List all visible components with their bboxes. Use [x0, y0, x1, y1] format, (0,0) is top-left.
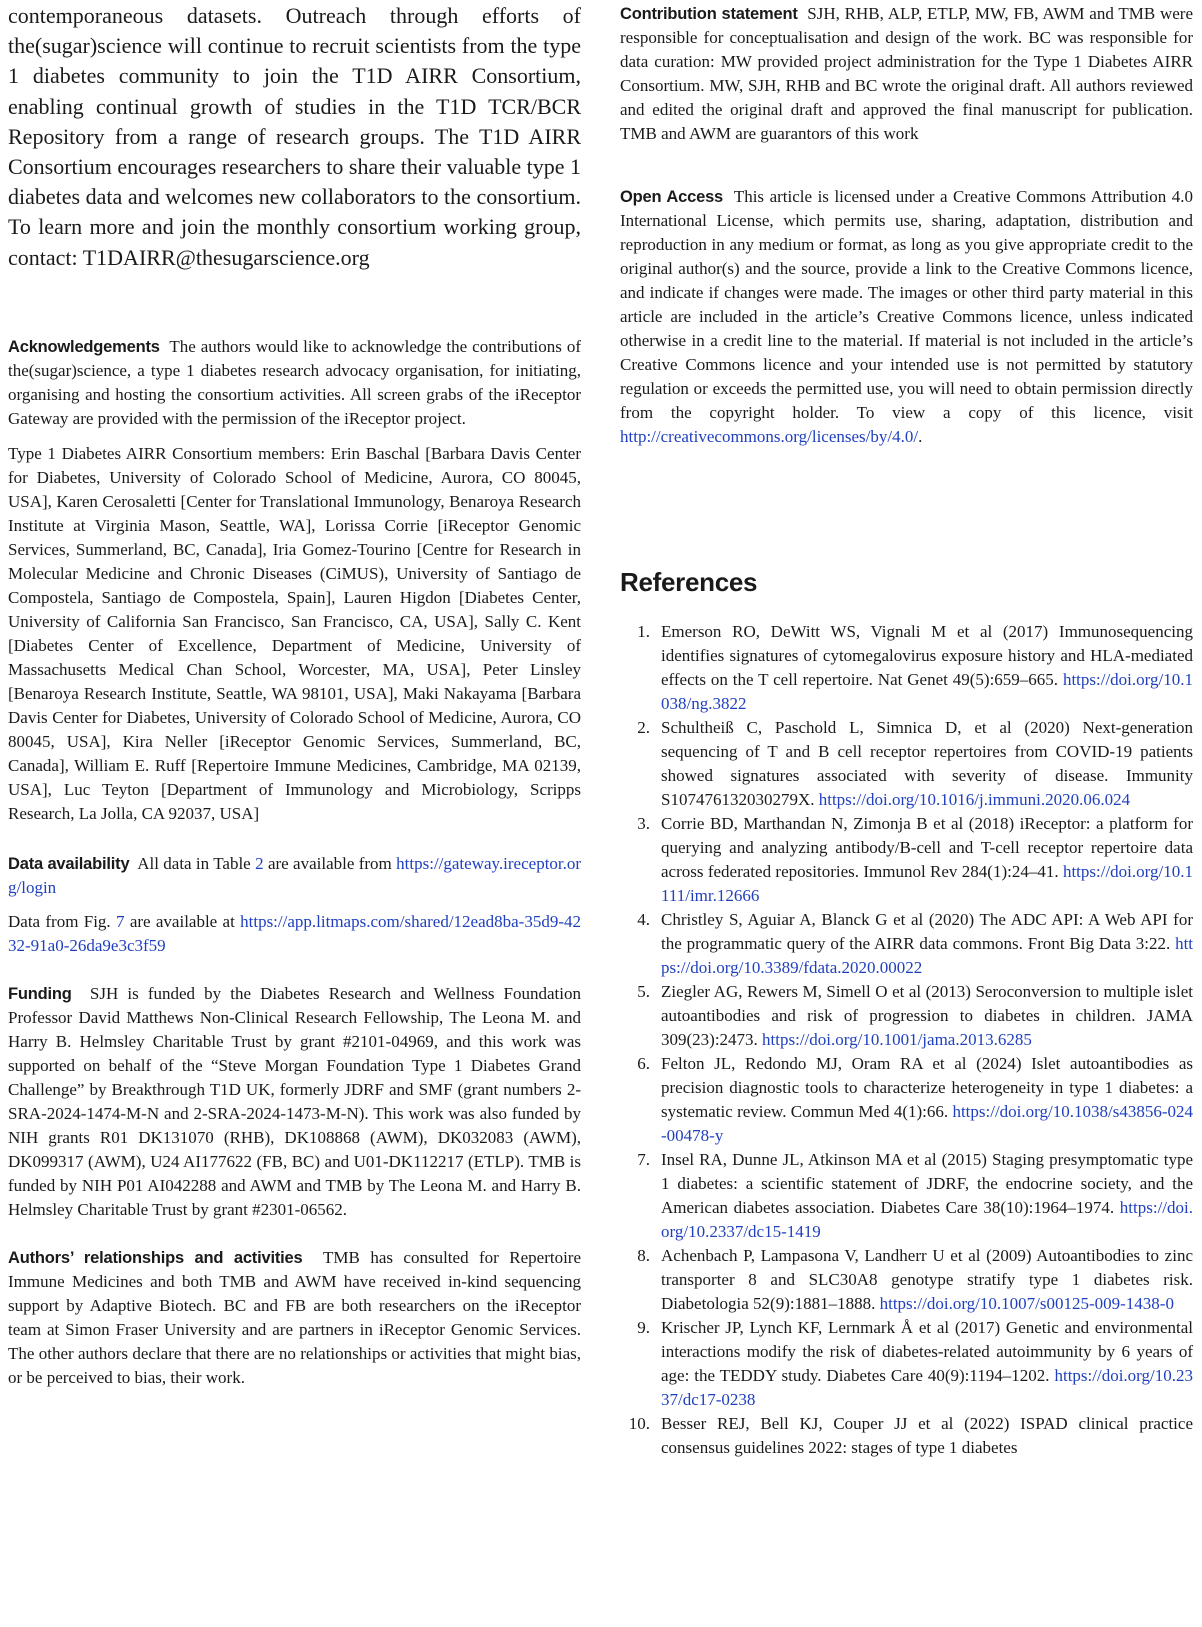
relationships-section [8, 1246, 581, 1390]
reference-doi-link[interactable]: https://doi.org/10.1016/j.immuni.2020.06.024 [818, 790, 1131, 809]
reference-item [620, 1412, 1193, 1460]
reference-number: 9. [637, 1318, 650, 1337]
reference-doi-link[interactable]: https://doi.org/10.1007/s00125-009-1438-0 [879, 1294, 1174, 1313]
reference-number: 5. [637, 982, 650, 1001]
creative-commons-link[interactable]: http://creativecommons.org/licenses/by/4.0/ [620, 427, 919, 446]
right-column [620, 0, 1193, 1460]
reference-text: Krischer JP, Lynch KF, Lernmark Å et al (2017) Genetic and environmental interactions modify the risk of diabetes-related autoimmunity by 6 years of age: the TEDDY study. Diabetes Care 40(9):1194–1202. [661, 1318, 1193, 1385]
contribution-heading: Contribution statement [620, 5, 798, 23]
reference-item [620, 1148, 1193, 1244]
reference-doi-link[interactable]: https://doi.org/10.1038/s43856-024-00478-y [661, 1102, 1193, 1145]
reference-item [620, 812, 1193, 908]
reference-doi-link[interactable]: https://doi.org/10.1038/ng.3822 [661, 670, 1193, 713]
funding-heading: Funding [8, 984, 72, 1003]
data-availability-text-mid: are available from [267, 853, 392, 873]
reference-number: 7. [637, 1150, 650, 1169]
reference-text: Insel RA, Dunne JL, Atkinson MA et al (2015) Staging presymptomatic type 1 diabetes: a scientific statement of JDRF, the endocrine society, and the American diabetes association. Diabetes Care 38(10):1964–1974. [661, 1150, 1193, 1217]
open-access-text: This article is licensed under a Creative Commons Attribution 4.0 International License, which permits use, sharing, adaptation, distribution and reproduction in any medium or format, as long as you give appropriate credit to the original author(s) and the source, provide a link to the Creative Commons licence, and indicate if changes were made. The images or other third party material in this article are included in the article’s Creative Commons licence, unless indicated otherwise in a credit line to the material. If material is not included in the article’s Creative Commons licence and your intended use is not permitted by statutory regulation or exceeds the permitted use, you will need to obtain permission directly from the copyright holder. To view a copy of this licence, visit [620, 187, 1193, 422]
open-access-end: . [918, 427, 923, 446]
reference-text: Felton JL, Redondo MJ, Oram RA et al (2024) Islet autoantibodies as precision diagnostic tools to characterize heterogeneity in type 1 diabetes: a systematic review. Commun Med 4(1):66. [661, 1054, 1193, 1121]
data-availability-section [8, 852, 581, 900]
reference-item [620, 1316, 1193, 1412]
reference-text: Achenbach P, Lampasona V, Landherr U et al (2009) Autoantibodies to zinc transporter 8 and SLC30A8 genotype stratify type 1 diabetes risk. Diabetologia 52(9):1881–1888. [661, 1246, 1193, 1313]
reference-doi-link[interactable]: https://doi.org/10.3389/fdata.2020.00022 [661, 934, 1194, 977]
reference-number: 4. [637, 910, 650, 929]
reference-text: Schultheiß C, Paschold L, Simnica D, et al (2020) Next-generation sequencing of T and B cell receptor repertoires from COVID-19 patients showed signatures associated with severity of disease. Immunity S107476132030279X. [661, 718, 1193, 809]
contribution-section [620, 2, 1193, 146]
left-column [8, 0, 581, 1390]
reference-number: 3. [637, 814, 650, 833]
funding-section [8, 982, 581, 1222]
reference-item [620, 1244, 1193, 1316]
data-availability-text-pre: All data in Table [137, 853, 251, 873]
reference-item [620, 1052, 1193, 1148]
reference-doi-link[interactable]: https://doi.org/10.1001/jama.2013.6285 [762, 1030, 1032, 1049]
intro-paragraph: contemporaneous datasets. Outreach through efforts of the(sugar)science will continue to recruit scientists from the type 1 diabetes community to join the T1D AIRR Consortium, enabling continual growth of studies in the T1D TCR/BCR Repository from a range of research groups. The T1D AIRR Consortium encourages researchers to share their valuable type 1 diabetes data and welcomes new collaborators to the consortium. To learn more and join the monthly consortium working group, contact: T1DAIRR@thesugarscience.org [8, 3, 582, 270]
reference-doi-link[interactable]: https://doi.org/10.2337/dc17-0238 [661, 1366, 1194, 1409]
open-access-section [620, 185, 1193, 449]
reference-number: 10. [628, 1414, 650, 1433]
reference-item [620, 716, 1193, 812]
acknowledgements-heading: Acknowledgements [8, 337, 160, 356]
acknowledgements-text: The authors would like to acknowledge the contributions of the(sugar)science, a type 1 diabetes research advocacy organisation, for initiating, organising and hosting the consortium activities. All screen grabs of the iReceptor Gateway are provided with the permission of the iReceptor project. [8, 336, 581, 428]
data-figure-text-pre: Data from Fig. [8, 911, 111, 931]
reference-number: 8. [637, 1246, 650, 1265]
reference-text: Christley S, Aguiar A, Blanck G et al (2020) The ADC API: A Web API for the programmatic query of the AIRR data commons. Front Big Data 3:22. [661, 910, 1193, 953]
reference-text: Emerson RO, DeWitt WS, Vignali M et al (2017) Immunosequencing identifies signatures of cytomegalovirus exposure history and HLA-mediated effects on the T cell repertoire. Nat Genet 49(5):659–665. [661, 622, 1193, 689]
reference-number: 1. [637, 622, 650, 641]
ireceptor-gateway-link[interactable]: https://gateway.ireceptor.org/login [8, 853, 582, 897]
figure-7-link[interactable]: 7 [116, 911, 125, 931]
reference-number: 2. [637, 718, 650, 737]
consortium-members-paragraph: Type 1 Diabetes AIRR Consortium members: Erin Baschal [Barbara Davis Center for Diabetes, University of Colorado School of Medicine, Aurora, CO 80045, USA], Karen Cerosaletti [Center for Translational Immunology, Benaroya Research Institute at Virginia Mason, Seattle, WA], Lorissa Corrie [iReceptor Genomic Services, Summerland, BC, Canada], Iria Gomez-Tourino [Centre for Research in Molecular Medicine and Chronic Diseases (CiMUS), University of Santiago de Compostela, Santiago de Compostela, Spain], Lauren Higdon [Diabetes Center, University of California San Francisco, San Francisco, CA, USA], Sally C. Kent [Diabetes Center of Excellence, Department of Medicine, University of Massachusetts Medical Chan School, Worcester, MA, USA], Peter Linsley [Benaroya Research Institute, Seattle, WA 98101, USA], Maki Nakayama [Barbara Davis Center for Diabetes, University of Colorado School of Medicine, Aurora, CO 80045, USA], Kira Neller [iReceptor Genomic Services, Summerland, BC, Canada], William E. Ruff [Repertoire Immune Medicines, Cambridge, MA 02139, USA], Luc Teyton [Department of Immunology and Microbiology, Scripps Research, La Jolla, CA 92037, USA] [8, 443, 581, 823]
contribution-text: SJH, RHB, ALP, ETLP, MW, FB, AWM and TMB were responsible for conceptualisation and design of the work. BC was responsible for data curation: MW provided project administration for the Type 1 Diabetes AIRR Consortium. MW, SJH, RHB and BC wrote the original draft. All authors reviewed and edited the original draft and approved the final manuscript for publication. TMB and AWM are guarantors of this work [620, 4, 1194, 143]
references-heading: References [620, 567, 758, 597]
litmaps-link[interactable]: https://app.litmaps.com/shared/12ead8ba-35d9-4232-91a0-26da9e3c3f59 [8, 911, 581, 955]
reference-text: Besser REJ, Bell KJ, Couper JJ et al (2022) ISPAD clinical practice consensus guidelines 2022: stages of type 1 diabetes [661, 1414, 1193, 1457]
relationships-text: TMB has consulted for Repertoire Immune Medicines and both TMB and AWM have received in-kind sequencing support by Adaptive Biotech. BC and FB are both researchers on the iReceptor team at Simon Fraser University and are partners in iReceptor Genomic Services. The other authors declare that there are no relationships or activities that might bias, or be perceived to bias, their work. [8, 1247, 582, 1387]
reference-item [620, 980, 1193, 1052]
data-availability-heading: Data availability [8, 854, 130, 873]
funding-text: SJH is funded by the Diabetes Research and Wellness Foundation Professor David Matthews Non-Clinical Research Fellowship, The Leona M. and Harry B. Helmsley Charitable Trust by grant #2101-04969, and this work was supported on behalf of the “Steve Morgan Foundation Type 1 Diabetes Grand Challenge” by Breakthrough T1D UK, formerly JDRF and SMF (grant numbers 2-SRA-2024-1474-M-N and 2-SRA-2024-1473-M-N). This work was also funded by NIH grants R01 DK131070 (RHB), DK108868 (AWM), DK032083 (AWM), DK099317 (AWM), U24 AI177622 (FB, BC) and U01-DK112217 (ETLP). TMB is funded by NIH P01 AI042288 and AWM and TMB by The Leona M. and Harry B. Helmsley Charitable Trust by grant #2301-06562. [8, 983, 581, 1219]
open-access-heading: Open Access [620, 188, 724, 206]
acknowledgements-section [8, 335, 581, 431]
relationships-heading: Authors’ relationships and activities [8, 1248, 303, 1267]
reference-item [620, 908, 1193, 980]
data-figure-paragraph [8, 910, 581, 958]
data-figure-text-mid: are available at [129, 911, 235, 931]
table-2-link[interactable]: 2 [255, 853, 264, 873]
references-list [620, 620, 1193, 1460]
reference-doi-link[interactable]: https://doi.org/10.1111/imr.12666 [661, 862, 1193, 905]
reference-item [620, 620, 1193, 716]
reference-text: Corrie BD, Marthandan N, Zimonja B et al (2018) iReceptor: a platform for querying and analyzing antibody/B-cell and T-cell receptor repertoire data across federated repositories. Immunol Rev 284(1):24–41. [661, 814, 1193, 881]
reference-number: 6. [637, 1054, 650, 1073]
reference-doi-link[interactable]: https://doi.org/10.2337/dc15-1419 [661, 1198, 1193, 1241]
reference-text: Ziegler AG, Rewers M, Simell O et al (2013) Seroconversion to multiple islet autoantibodies and risk of progression to diabetes in children. JAMA 309(23):2473. [661, 982, 1193, 1049]
